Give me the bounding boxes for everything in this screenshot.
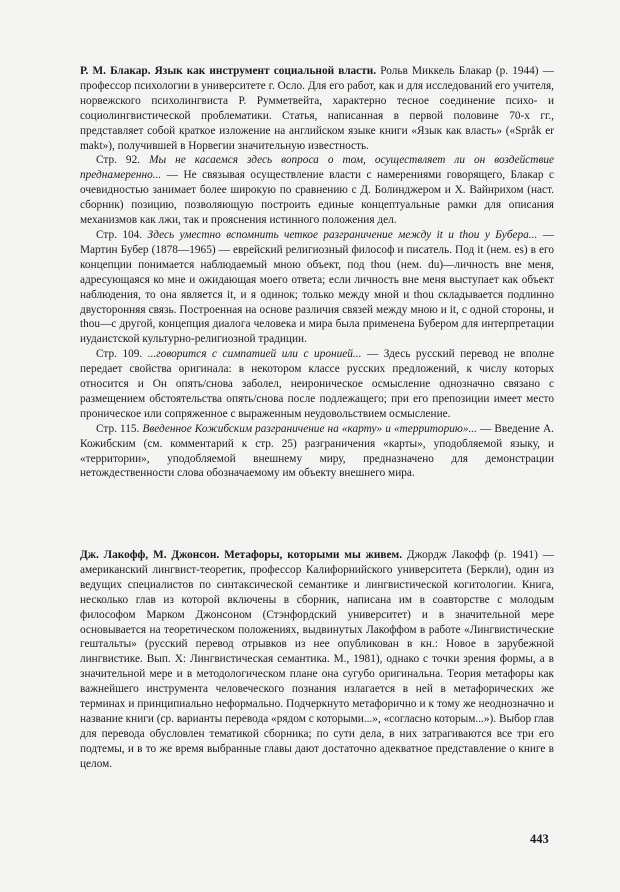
- note-paragraph: [80, 347, 554, 422]
- section-heading: Дж. Лакофф, М. Джонсон. Метафоры, которыми мы живем.: [80, 549, 403, 561]
- quoted-fragment: Здесь уместно вспомнить четкое разграничение между it и thou у Бубера...: [147, 228, 538, 241]
- commentary-lakoff-johnson: [80, 548, 554, 772]
- page-ref: Стр. 104.: [96, 228, 148, 241]
- quoted-fragment: Мы не касаемся здесь вопроса о том, осуществляет ли он воздействие преднамеренно...: [80, 154, 555, 182]
- note-paragraph: [80, 228, 554, 347]
- note-text: — Не связывая осуществление власти с намерениями говорящего, Блакар с очевидностью занимает более широкую по сравнению с Д. Болинджером и Х. Вайнрихом (наст. сборник) позицию, позволяющую построить единые концептуальные рамки для описания механизмов как лжи, так и прояснения истинного положения дел.: [80, 169, 554, 227]
- intro-text: Рольв Миккель Блакар (р. 1944) — профессор психологии в университете г. Осло. Для его работ, как и для исследований его учителя, норвежского психолингвиста Р. Румметвейта, характерно тесное соединение психо- и социолингвистической проблематики. Статья, написанная в первой половине 70-х гг., представляет собой краткое изложение на английском языке книги «Язык как власть» («Språk er makt»), получившей в Норвегии значительную известность.: [80, 65, 554, 152]
- note-paragraph: [80, 153, 554, 228]
- quoted-fragment: Введенное Кожибским разграничение на «карту» и «территорию»...: [142, 422, 477, 435]
- note-text: — Мартин Бубер (1878—1965) — еврейский религиозный философ и писатель. Под it (нем. es) в его концепции понимается наблюдаемый мною объект, под thou (нем. du)—личность вне меня, адресующаяся ко мне и ожидающая моего ответа; если личность вне меня выступает как объект наблюдения, то она является it, и я одинок; только между мной и thou складывается подлинно двусторонняя связь. Построенная на основе различия связей между мною и it, с одной стороны, и thou—с другой, концепция диалога человека и мира была применена Бубером для интерпретации иудаистской культурно-религиозной традиции.: [80, 228, 554, 346]
- note-text: — Введение А. Кожибским (см. комментарий к стр. 25) разграничения «карты», уподобляемой языку, и «территории», уподобляемой внешнему миру, предназначено для демонстрации нетождественности слова обозначаемому им объекту внешнего мира.: [80, 422, 554, 480]
- page-ref: Стр. 115.: [96, 422, 143, 435]
- body-paragraph: [80, 548, 554, 772]
- intro-paragraph: [80, 64, 554, 153]
- page-number: 443: [530, 832, 549, 846]
- section-heading: Р. М. Блакар. Язык как инструмент социальной власти.: [80, 65, 377, 77]
- page-ref: Стр. 92.: [96, 154, 150, 167]
- page-ref: Стр. 109.: [96, 348, 148, 361]
- note-paragraph: [80, 422, 554, 482]
- body-text: Джордж Лакофф (р. 1941) — американский лингвист-теоретик, профессор Калифорнийского университета (Беркли), один из ведущих специалистов по синтаксической семантике и лингвистической когитологии. Книга, несколько глав из которой включены в сборник, написана им в соавторстве с молодым философом Марком Джонсоном (Стэнфордский университет) и в значительной мере основывается на теоретическом положениях, выдвинутых Лакоффом в работе «Лингвистические гештальты» (русский перевод отрывков из нее опубликован в кн.: Новое в зарубежной лингвистике. Вып. X: Лингвистическая семантика. М., 1981), однако с точки зрения формы, а в значительной мере и в методологическом плане она сугубо оригинальна. Теория метафоры как важнейшего инструмента человеческого познания излагается в ней в метафорических же терминах и принципиально неформально. Подчеркнуто метафорично и к тому же неоднозначно и название книги (ср. варианты перевода «рядом с которыми...», «согласно которым...»). Выбор глав для перевода обусловлен тематикой сборника; по сути дела, в них затрагиваются все три его подтемы, и в то же время выбранные главы дают достаточно адекватное представление о книге в целом.: [80, 549, 554, 770]
- commentary-blakar: [80, 64, 554, 481]
- quoted-fragment: ...говорится с симпатией или с иронией...: [147, 348, 362, 361]
- note-text: — Здесь русский перевод не вполне передает свойства оригинала: в некотором классе русских предложений, к числу которых относится и Он опять/снова заболел, неироническое осмысление однозначно связано с размещением обстоятельства опять/снова после подлежащего; при его препозиции имеет место проническое или сопряженное с выраженным неудовольствием осмысление.: [80, 348, 554, 420]
